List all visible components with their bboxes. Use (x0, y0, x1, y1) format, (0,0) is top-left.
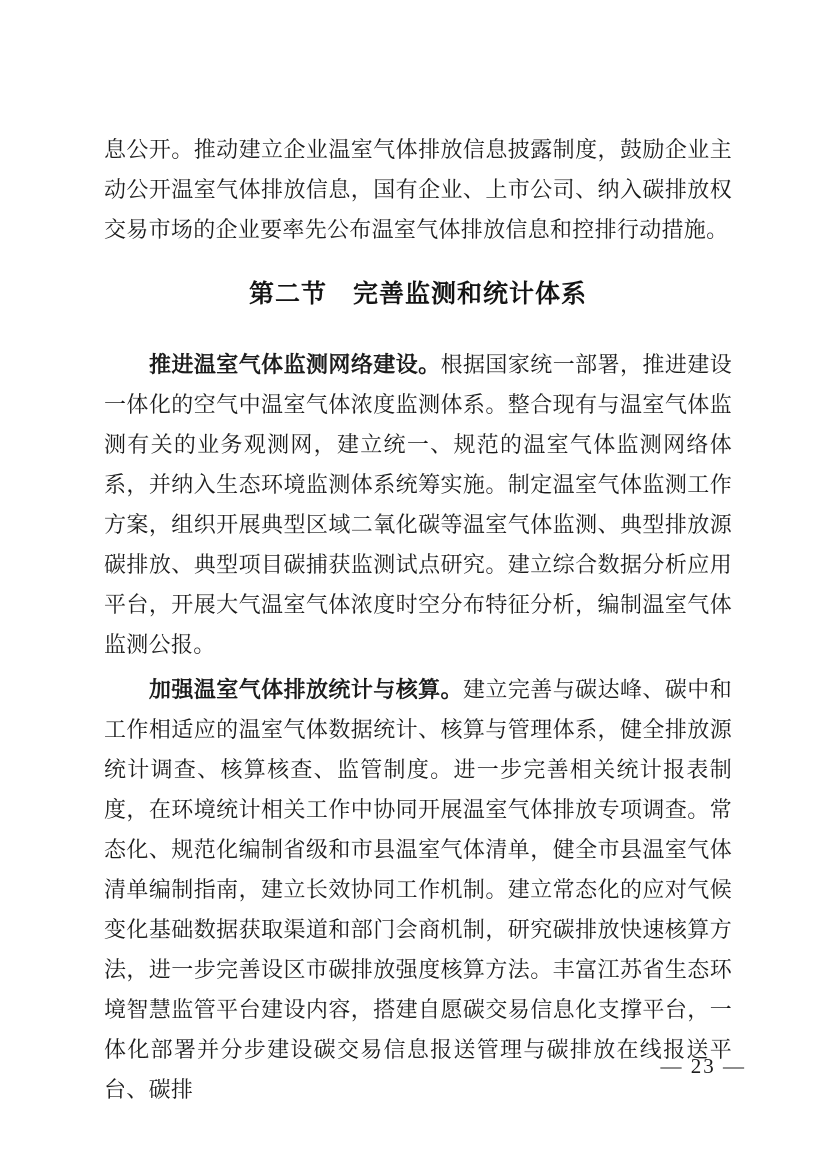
paragraph-continuation (104, 130, 732, 250)
paragraph-statistics-accounting (104, 670, 732, 1110)
paragraph-continuation-text: 息公开。推动建立企业温室气体排放信息披露制度，鼓励企业主动公开温室气体排放信息，国有企业、上市公司、纳入碳排放权交易市场的企业要率先公布温室气体排放信息和控排行动措施。 (104, 137, 732, 242)
text-content (104, 130, 732, 1110)
section-heading: 第二节 完善监测和统计体系 (248, 280, 587, 308)
paragraph-lead-monitoring-network: 推进温室气体监测网络建设。 (149, 352, 441, 377)
paragraph-body-statistics-accounting: 建立完善与碳达峰、碳中和工作相适应的温室气体数据统计、核算与管理体系，健全排放源统计调查、核算核查、监管制度。进一步完善相关统计报表制度，在环境统计相关工作中协同开展温室气体排放专项调查。常态化、规范化编制省级和市县温室气体清单，健全市县温室气体清单编制指南，建立长效协同工作机制。建立常态化的应对气候变化基础数据获取渠道和部门会商机制，研究碳排放快速核算方法，进一步完善设区市碳排放强度核算方法。丰富江苏省生态环境智慧监管平台建设内容，搭建自愿碳交易信息化支撑平台，一体化部署并分步建设碳交易信息报送管理与碳排放在线报送平台、碳排 (104, 677, 733, 1102)
paragraph-monitoring-network (104, 345, 732, 665)
page-number: — 23 — (660, 1054, 746, 1078)
paragraph-body-monitoring-network: 根据国家统一部署，推进建设一体化的空气中温室气体浓度监测体系。整合现有与温室气体监测有关的业务观测网，建立统一、规范的温室气体监测网络体系，并纳入生态环境监测体系统筹实施。制定温室气体监测工作方案，组织开展典型区域二氧化碳等温室气体监测、典型排放源碳排放、典型项目碳捕获监测试点研究。建立综合数据分析应用平台，开展大气温室气体浓度时空分布特征分析，编制温室气体监测公报。 (104, 352, 732, 657)
paragraph-lead-statistics-accounting: 加强温室气体排放统计与核算。 (149, 677, 463, 702)
